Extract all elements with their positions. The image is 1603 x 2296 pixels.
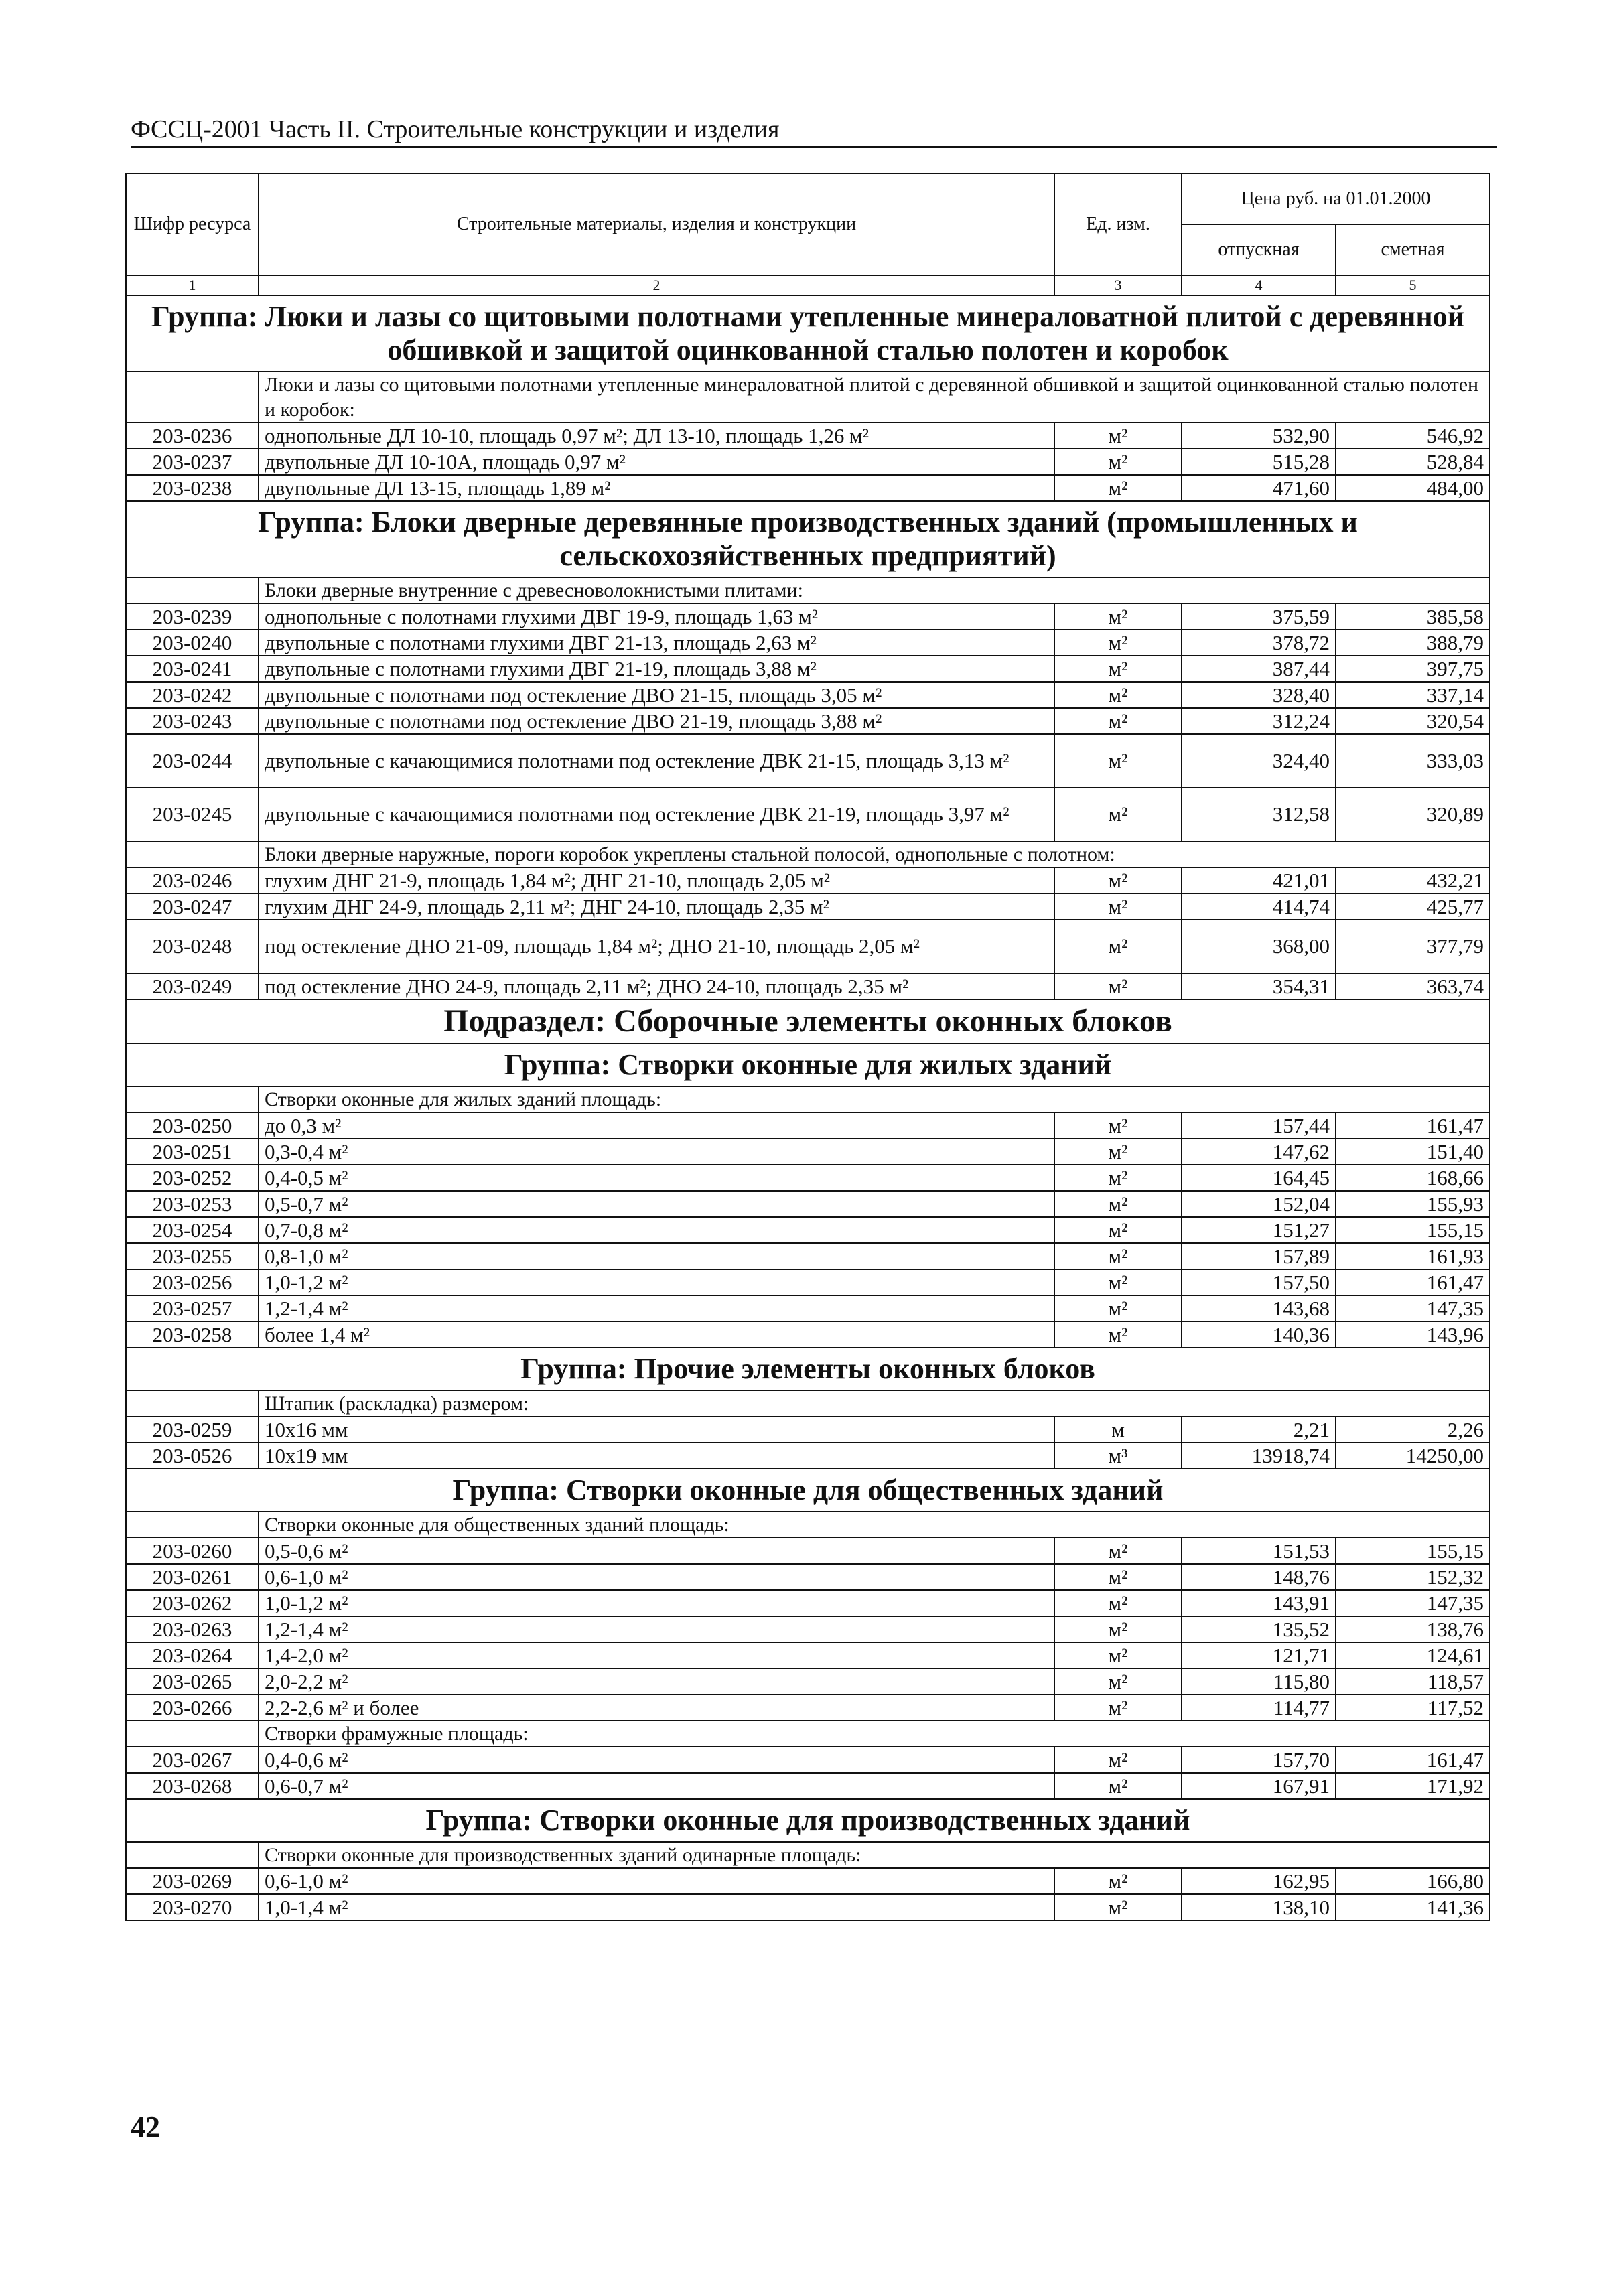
header-code: Шифр ресурса [126,173,259,275]
item-name: 0,4-0,6 м² [259,1747,1054,1773]
estimate-price: 117,52 [1336,1695,1490,1721]
resource-code: 203-0266 [126,1695,259,1721]
header-price: Цена руб. на 01.01.2000 [1182,173,1490,224]
release-price: 140,36 [1182,1321,1336,1348]
estimate-price: 484,00 [1336,475,1490,501]
resource-code: 203-0255 [126,1243,259,1269]
table-row [126,1642,1490,1668]
group-heading-row [126,1799,1490,1842]
unit-cell: м² [1054,1295,1182,1321]
item-name: 0,8-1,0 м² [259,1243,1054,1269]
table-row [126,603,1490,630]
item-name: 1,2-1,4 м² [259,1616,1054,1642]
empty-cell [126,1721,259,1747]
table-row [126,1321,1490,1348]
estimate-price: 171,92 [1336,1773,1490,1799]
table-row [126,1868,1490,1894]
table-row [126,1443,1490,1469]
table-row [126,1139,1490,1165]
estimate-price: 333,03 [1336,734,1490,788]
table-row [126,630,1490,656]
item-name: под остекление ДНО 21-09, площадь 1,84 м²; ДНО 21-10, площадь 2,05 м² [259,920,1054,973]
estimate-price: 124,61 [1336,1642,1490,1668]
unit-cell: м² [1054,920,1182,973]
table-row [126,1295,1490,1321]
empty-cell [126,577,259,603]
empty-cell [126,1086,259,1113]
subsection-heading: Подраздел: Сборочные элементы оконных блоков [126,999,1490,1044]
unit-cell: м² [1054,708,1182,734]
unit-cell: м² [1054,1165,1182,1191]
header-estimate-price: сметная [1336,224,1490,275]
item-name: 1,2-1,4 м² [259,1295,1054,1321]
release-price: 114,77 [1182,1695,1336,1721]
release-price: 148,76 [1182,1564,1336,1590]
estimate-price: 14250,00 [1336,1443,1490,1469]
release-price: 471,60 [1182,475,1336,501]
unit-cell: м² [1054,1217,1182,1243]
estimate-price: 166,80 [1336,1868,1490,1894]
empty-cell [126,841,259,867]
estimate-price: 161,93 [1336,1243,1490,1269]
unit-cell: м² [1054,1243,1182,1269]
estimate-price: 363,74 [1336,973,1490,999]
header-release-price: отпускная [1182,224,1336,275]
resource-code: 203-0246 [126,867,259,893]
resource-code: 203-0240 [126,630,259,656]
table-row [126,1538,1490,1564]
item-name: двупольные с полотнами глухими ДВГ 21-19, площадь 3,88 м² [259,656,1054,682]
resource-code: 203-0247 [126,893,259,920]
unit-cell: м² [1054,1642,1182,1668]
table-row [126,1243,1490,1269]
estimate-price: 143,96 [1336,1321,1490,1348]
unit-cell: м² [1054,475,1182,501]
header-unit: Ед. изм. [1054,173,1182,275]
resource-code: 203-0249 [126,973,259,999]
item-name: более 1,4 м² [259,1321,1054,1348]
item-name: 0,5-0,7 м² [259,1191,1054,1217]
unit-cell: м [1054,1417,1182,1443]
subgroup-label: Блоки дверные наружные, пороги коробок укреплены стальной полосой, однопольные с полотном: [259,841,1490,867]
item-name: 1,0-1,2 м² [259,1269,1054,1295]
resource-code: 203-0254 [126,1217,259,1243]
subgroup-label: Блоки дверные внутренние с древесноволокнистыми плитами: [259,577,1490,603]
subgroup-row [126,372,1490,423]
item-name: 1,4-2,0 м² [259,1642,1054,1668]
estimate-price: 155,15 [1336,1217,1490,1243]
release-price: 143,68 [1182,1295,1336,1321]
release-price: 164,45 [1182,1165,1336,1191]
unit-cell: м² [1054,603,1182,630]
subgroup-label: Штапик (раскладка) размером: [259,1390,1490,1417]
item-name: двупольные с полотнами глухими ДВГ 21-13, площадь 2,63 м² [259,630,1054,656]
release-price: 328,40 [1182,682,1336,708]
resource-code: 203-0263 [126,1616,259,1642]
estimate-price: 546,92 [1336,423,1490,449]
unit-cell: м² [1054,1321,1182,1348]
subgroup-row [126,841,1490,867]
group-heading: Группа: Створки оконные для жилых зданий [126,1044,1490,1086]
estimate-price: 138,76 [1336,1616,1490,1642]
table-row [126,893,1490,920]
resource-code: 203-0242 [126,682,259,708]
resource-code: 203-0237 [126,449,259,475]
empty-cell [126,1512,259,1538]
unit-cell: м² [1054,973,1182,999]
table-row [126,1191,1490,1217]
resource-code: 203-0268 [126,1773,259,1799]
table-row [126,1217,1490,1243]
page-header-title: ФССЦ-2001 Часть II. Строительные конструкции и изделия [131,114,1497,148]
release-price: 387,44 [1182,656,1336,682]
estimate-price: 425,77 [1336,893,1490,920]
table-row [126,1695,1490,1721]
unit-cell: м² [1054,1616,1182,1642]
table-row [126,1747,1490,1773]
price-table [125,173,1490,1921]
resource-code: 203-0269 [126,1868,259,1894]
resource-code: 203-0253 [126,1191,259,1217]
resource-code: 203-0243 [126,708,259,734]
resource-code: 203-0258 [126,1321,259,1348]
group-heading: Группа: Люки и лазы со щитовыми полотнами утепленные минераловатной плитой с деревянной обшивкой и защитой оцинкованной сталью полотен и коробок [126,295,1490,372]
item-name: двупольные с качающимися полотнами под остекление ДВК 21-19, площадь 3,97 м² [259,788,1054,841]
resource-code: 203-0265 [126,1668,259,1695]
column-number: 4 [1182,275,1336,295]
estimate-price: 320,89 [1336,788,1490,841]
table-row [126,475,1490,501]
empty-cell [126,1842,259,1868]
table-row [126,1668,1490,1695]
estimate-price: 528,84 [1336,449,1490,475]
release-price: 147,62 [1182,1139,1336,1165]
estimate-price: 151,40 [1336,1139,1490,1165]
unit-cell: м² [1054,1564,1182,1590]
table-row [126,973,1490,999]
table-row [126,734,1490,788]
unit-cell: м² [1054,893,1182,920]
item-name: глухим ДНГ 21-9, площадь 1,84 м²; ДНГ 21-10, площадь 2,05 м² [259,867,1054,893]
subgroup-row [126,1390,1490,1417]
item-name: 2,0-2,2 м² [259,1668,1054,1695]
group-heading-row [126,501,1490,577]
resource-code: 203-0264 [126,1642,259,1668]
table-row [126,867,1490,893]
release-price: 368,00 [1182,920,1336,973]
unit-cell: м² [1054,1191,1182,1217]
estimate-price: 320,54 [1336,708,1490,734]
subgroup-label: Створки фрамужные площадь: [259,1721,1490,1747]
unit-cell: м² [1054,656,1182,682]
unit-cell: м² [1054,1590,1182,1616]
estimate-price: 147,35 [1336,1295,1490,1321]
unit-cell: м² [1054,1894,1182,1920]
unit-cell: м² [1054,1773,1182,1799]
item-name: однопольные ДЛ 10-10, площадь 0,97 м²; ДЛ 13-10, площадь 1,26 м² [259,423,1054,449]
resource-code: 203-0260 [126,1538,259,1564]
estimate-price: 432,21 [1336,867,1490,893]
item-name: 0,5-0,6 м² [259,1538,1054,1564]
empty-cell [126,372,259,423]
release-price: 115,80 [1182,1668,1336,1695]
unit-cell: м² [1054,682,1182,708]
unit-cell: м² [1054,1538,1182,1564]
estimate-price: 337,14 [1336,682,1490,708]
item-name: до 0,3 м² [259,1113,1054,1139]
release-price: 312,58 [1182,788,1336,841]
resource-code: 203-0252 [126,1165,259,1191]
item-name: двупольные с полотнами под остекление ДВО 21-19, площадь 3,88 м² [259,708,1054,734]
release-price: 157,70 [1182,1747,1336,1773]
resource-code: 203-0270 [126,1894,259,1920]
unit-cell: м² [1054,1668,1182,1695]
table-row [126,708,1490,734]
table-row [126,1894,1490,1920]
item-name: 0,4-0,5 м² [259,1165,1054,1191]
subgroup-label: Створки оконные для производственных зданий одинарные площадь: [259,1842,1490,1868]
column-number: 5 [1336,275,1490,295]
group-heading: Группа: Створки оконные для производственных зданий [126,1799,1490,1842]
estimate-price: 147,35 [1336,1590,1490,1616]
unit-cell: м² [1054,734,1182,788]
unit-cell: м² [1054,630,1182,656]
table-row [126,423,1490,449]
estimate-price: 377,79 [1336,920,1490,973]
resource-code: 203-0262 [126,1590,259,1616]
unit-cell: м³ [1054,1443,1182,1469]
group-heading: Группа: Прочие элементы оконных блоков [126,1348,1490,1390]
estimate-price: 161,47 [1336,1113,1490,1139]
item-name: 10х19 мм [259,1443,1054,1469]
group-heading-row [126,1348,1490,1390]
resource-code: 203-0238 [126,475,259,501]
table-row [126,1564,1490,1590]
empty-cell [126,1390,259,1417]
item-name: 1,0-1,2 м² [259,1590,1054,1616]
resource-code: 203-0251 [126,1139,259,1165]
resource-code: 203-0244 [126,734,259,788]
release-price: 151,27 [1182,1217,1336,1243]
table-row [126,1113,1490,1139]
unit-cell: м² [1054,867,1182,893]
release-price: 157,50 [1182,1269,1336,1295]
release-price: 138,10 [1182,1894,1336,1920]
release-price: 312,24 [1182,708,1336,734]
estimate-price: 155,15 [1336,1538,1490,1564]
table-row [126,1417,1490,1443]
page-number: 42 [131,2110,160,2143]
unit-cell: м² [1054,423,1182,449]
release-price: 354,31 [1182,973,1336,999]
table-row [126,1590,1490,1616]
unit-cell: м² [1054,1695,1182,1721]
release-price: 157,89 [1182,1243,1336,1269]
item-name: 0,6-1,0 м² [259,1868,1054,1894]
subgroup-row [126,1086,1490,1113]
table-row [126,656,1490,682]
item-name: однопольные с полотнами глухими ДВГ 19-9, площадь 1,63 м² [259,603,1054,630]
estimate-price: 2,26 [1336,1417,1490,1443]
subgroup-row [126,1721,1490,1747]
subgroup-label: Створки оконные для жилых зданий площадь: [259,1086,1490,1113]
release-price: 13918,74 [1182,1443,1336,1469]
resource-code: 203-0245 [126,788,259,841]
resource-code: 203-0239 [126,603,259,630]
table-row [126,449,1490,475]
header-name: Строительные материалы, изделия и конструкции [259,173,1054,275]
release-price: 378,72 [1182,630,1336,656]
release-price: 121,71 [1182,1642,1336,1668]
table-row [126,920,1490,973]
release-price: 162,95 [1182,1868,1336,1894]
estimate-price: 155,93 [1336,1191,1490,1217]
estimate-price: 118,57 [1336,1668,1490,1695]
release-price: 135,52 [1182,1616,1336,1642]
item-name: 0,6-0,7 м² [259,1773,1054,1799]
item-name: двупольные ДЛ 10-10А, площадь 0,97 м² [259,449,1054,475]
unit-cell: м² [1054,449,1182,475]
estimate-price: 397,75 [1336,656,1490,682]
release-price: 167,91 [1182,1773,1336,1799]
resource-code: 203-0256 [126,1269,259,1295]
estimate-price: 161,47 [1336,1269,1490,1295]
table-row [126,788,1490,841]
table-row [126,1269,1490,1295]
column-number: 1 [126,275,259,295]
subsection-heading-row [126,999,1490,1044]
estimate-price: 168,66 [1336,1165,1490,1191]
release-price: 375,59 [1182,603,1336,630]
unit-cell: м² [1054,1868,1182,1894]
unit-cell: м² [1054,1139,1182,1165]
item-name: 1,0-1,4 м² [259,1894,1054,1920]
estimate-price: 161,47 [1336,1747,1490,1773]
unit-cell: м² [1054,1113,1182,1139]
column-number: 2 [259,275,1054,295]
release-price: 152,04 [1182,1191,1336,1217]
resource-code: 203-0250 [126,1113,259,1139]
unit-cell: м² [1054,1747,1182,1773]
column-number-row [126,275,1490,295]
item-name: двупольные ДЛ 13-15, площадь 1,89 м² [259,475,1054,501]
table-row [126,1165,1490,1191]
group-heading-row [126,1044,1490,1086]
release-price: 2,21 [1182,1417,1336,1443]
column-number: 3 [1054,275,1182,295]
release-price: 414,74 [1182,893,1336,920]
group-heading-row [126,295,1490,372]
resource-code: 203-0259 [126,1417,259,1443]
resource-code: 203-0241 [126,656,259,682]
item-name: двупольные с полотнами под остекление ДВО 21-15, площадь 3,05 м² [259,682,1054,708]
release-price: 143,91 [1182,1590,1336,1616]
item-name: глухим ДНГ 24-9, площадь 2,11 м²; ДНГ 24-10, площадь 2,35 м² [259,893,1054,920]
subgroup-row [126,577,1490,603]
subgroup-label: Люки и лазы со щитовыми полотнами утепленные минераловатной плитой с деревянной обшивкой и защитой оцинкованной сталью полотен и коробок: [259,372,1490,423]
release-price: 532,90 [1182,423,1336,449]
subgroup-label: Створки оконные для общественных зданий площадь: [259,1512,1490,1538]
item-name: 0,6-1,0 м² [259,1564,1054,1590]
item-name: 0,3-0,4 м² [259,1139,1054,1165]
release-price: 157,44 [1182,1113,1336,1139]
group-heading-row [126,1469,1490,1512]
item-name: двупольные с качающимися полотнами под остекление ДВК 21-15, площадь 3,13 м² [259,734,1054,788]
table-header-row [126,173,1490,224]
table-row [126,682,1490,708]
estimate-price: 152,32 [1336,1564,1490,1590]
table-row [126,1616,1490,1642]
release-price: 324,40 [1182,734,1336,788]
estimate-price: 388,79 [1336,630,1490,656]
release-price: 515,28 [1182,449,1336,475]
subgroup-row [126,1512,1490,1538]
resource-code: 203-0526 [126,1443,259,1469]
resource-code: 203-0248 [126,920,259,973]
unit-cell: м² [1054,788,1182,841]
item-name: 2,2-2,6 м² и более [259,1695,1054,1721]
item-name: под остекление ДНО 24-9, площадь 2,11 м²; ДНО 24-10, площадь 2,35 м² [259,973,1054,999]
release-price: 421,01 [1182,867,1336,893]
resource-code: 203-0257 [126,1295,259,1321]
item-name: 0,7-0,8 м² [259,1217,1054,1243]
estimate-price: 385,58 [1336,603,1490,630]
estimate-price: 141,36 [1336,1894,1490,1920]
unit-cell: м² [1054,1269,1182,1295]
table-row [126,1773,1490,1799]
resource-code: 203-0261 [126,1564,259,1590]
resource-code: 203-0236 [126,423,259,449]
resource-code: 203-0267 [126,1747,259,1773]
release-price: 151,53 [1182,1538,1336,1564]
subgroup-row [126,1842,1490,1868]
group-heading: Группа: Створки оконные для общественных зданий [126,1469,1490,1512]
group-heading: Группа: Блоки дверные деревянные производственных зданий (промышленных и сельскохозяйственных предприятий) [126,501,1490,577]
item-name: 10х16 мм [259,1417,1054,1443]
